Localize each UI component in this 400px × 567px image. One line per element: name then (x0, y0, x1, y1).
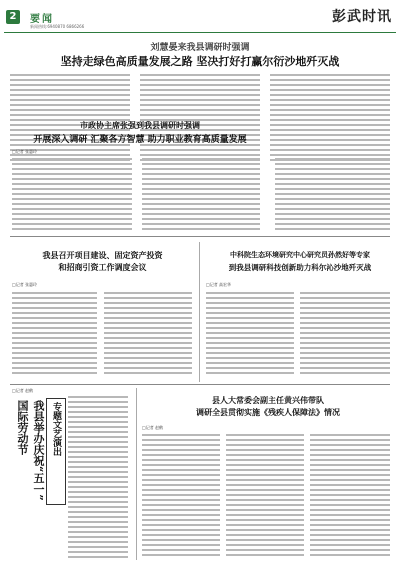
page-header (0, 0, 400, 34)
story5-body-col1 (142, 434, 220, 559)
story3-body-col2 (104, 292, 192, 377)
news-hotline: 新闻热线:6940870 6866266 (30, 24, 85, 29)
masthead: 彭武时讯 (332, 9, 392, 25)
section-title: 要闻 (30, 14, 54, 25)
story2-body-col1 (12, 158, 132, 233)
story2-byline: □记者 张惠玲 (12, 149, 38, 154)
story6-byline: □记者 赵鹤 (12, 388, 34, 393)
story3-headline: 和招商引资工作调度会议 (58, 262, 147, 272)
story5-headline: 调研全县贯彻实施《残疾人保障法》情况 (196, 407, 340, 417)
story1-kicker: 刘慧晏来我县调研时强调 (150, 43, 250, 53)
story2-kicker: 市政协主席张强到我县调研时强调 (80, 120, 200, 130)
story5-kicker: 县人大常委会副主任黄兴伟带队 (212, 395, 324, 405)
column-divider-2 (136, 388, 137, 560)
column-divider (199, 242, 200, 382)
divider-2 (10, 384, 390, 385)
story4-body-col2 (300, 292, 390, 377)
story4-headline: 到我县调研科技创新助力科尔沁沙地歼灭战 (228, 263, 372, 272)
header-rule (4, 32, 396, 33)
story1-body-col2 (140, 74, 260, 164)
story1-body-col3 (270, 74, 390, 164)
story4-kicker: 中科院生态环境研究中心研究员孙然好等专家 (230, 250, 370, 259)
story2-headline: 开展深入调研 汇聚各方智慧 助力职业教育高质量发展 (33, 135, 247, 145)
story6-title-main: 我县举办庆祝“五一” (32, 400, 45, 501)
story5-body-col2 (226, 434, 304, 559)
story6-body-col1 (68, 396, 128, 561)
story2-body-col2 (142, 158, 260, 233)
page-number: 2 (6, 10, 20, 24)
story3-byline: □记者 张惠玲 (12, 282, 38, 287)
story1-headline: 坚持走绿色高质量发展之路 坚决打好打赢尔衍沙地歼灭战 (60, 55, 340, 68)
story3-body-col1 (12, 292, 97, 377)
story4-body-col1 (206, 292, 294, 377)
story3-kicker: 我县召开项目建设、固定资产投资 (42, 250, 163, 260)
story1-body-col3b (275, 158, 390, 233)
story5-byline: □记者 赵鹤 (142, 425, 164, 430)
story5-body-col3 (310, 434, 390, 559)
story4-byline: □记者 高宏华 (206, 282, 232, 287)
divider-1 (10, 236, 390, 237)
story6-title-tail: 国际劳动节 (16, 400, 29, 455)
story6-subtitle: 专题文艺演出 (51, 402, 61, 456)
